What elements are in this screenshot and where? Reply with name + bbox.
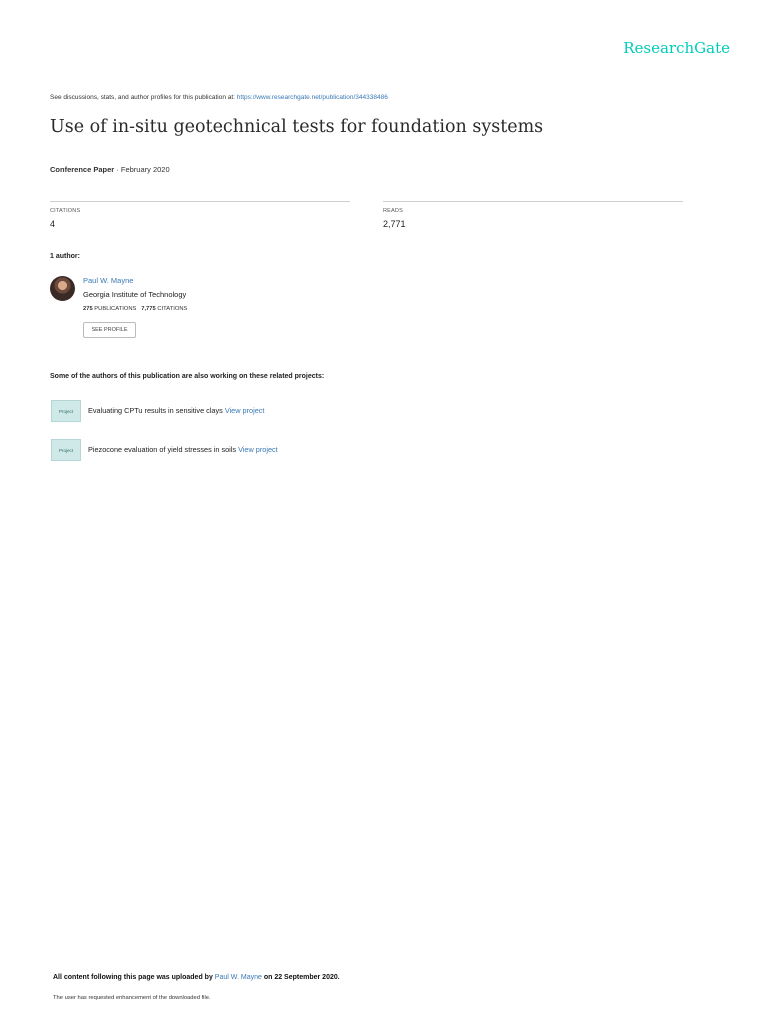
author-name-link[interactable]: Paul W. Mayne — [83, 276, 134, 285]
citations-value: 4 — [50, 219, 56, 229]
uploader-link[interactable]: Paul W. Mayne — [214, 974, 262, 981]
project-item — [88, 445, 278, 454]
publication-meta — [50, 165, 170, 174]
reads-label: READS — [383, 208, 403, 214]
upload-prefix: All content following this page was uploaded by — [53, 974, 215, 981]
discussions-line — [50, 94, 388, 101]
authors-heading: 1 author: — [50, 253, 80, 260]
publication-type: Conference Paper — [50, 165, 115, 174]
upload-suffix: on 22 September 2020. — [261, 974, 340, 981]
citations-label: CITATIONS — [50, 208, 81, 214]
publication-title: Use of in-situ geotechnical tests for foundation systems — [50, 117, 544, 137]
project-icon: Project — [51, 439, 81, 461]
reads-value: 2,771 — [383, 219, 406, 229]
project-title: Piezocone evaluation of yield stresses in soils — [88, 445, 239, 454]
project-icon: Project — [51, 400, 81, 422]
author-counts — [83, 306, 187, 312]
publications-count: 275 — [83, 306, 93, 312]
author-avatar[interactable] — [50, 276, 75, 301]
project-item — [88, 406, 264, 415]
publication-url-link[interactable]: https://www.researchgate.net/publication/344338486 — [236, 94, 388, 101]
publication-date: February 2020 — [120, 165, 170, 174]
enhancement-note: The user has requested enhancement of the downloaded file. — [53, 995, 211, 1001]
meta-separator: · — [114, 165, 121, 174]
divider-reads — [383, 201, 683, 202]
author-citations-count: 7,775 — [141, 306, 156, 312]
see-profile-button[interactable]: SEE PROFILE — [83, 322, 136, 338]
discussions-text: See discussions, stats, and author profiles for this publication at: — [50, 94, 237, 101]
divider-citations — [50, 201, 350, 202]
researchgate-logo[interactable]: ResearchGate — [623, 39, 730, 57]
projects-heading: Some of the authors of this publication are also working on these related projects: — [50, 373, 325, 380]
project-title: Evaluating CPTu results in sensitive clays — [88, 406, 225, 415]
view-project-link[interactable]: View project — [224, 406, 265, 415]
view-project-link[interactable]: View project — [238, 445, 278, 454]
author-citations-label: CITATIONS — [155, 306, 188, 312]
upload-notice — [53, 974, 340, 981]
publications-label: PUBLICATIONS — [92, 306, 142, 312]
author-institution: Georgia Institute of Technology — [83, 290, 187, 299]
